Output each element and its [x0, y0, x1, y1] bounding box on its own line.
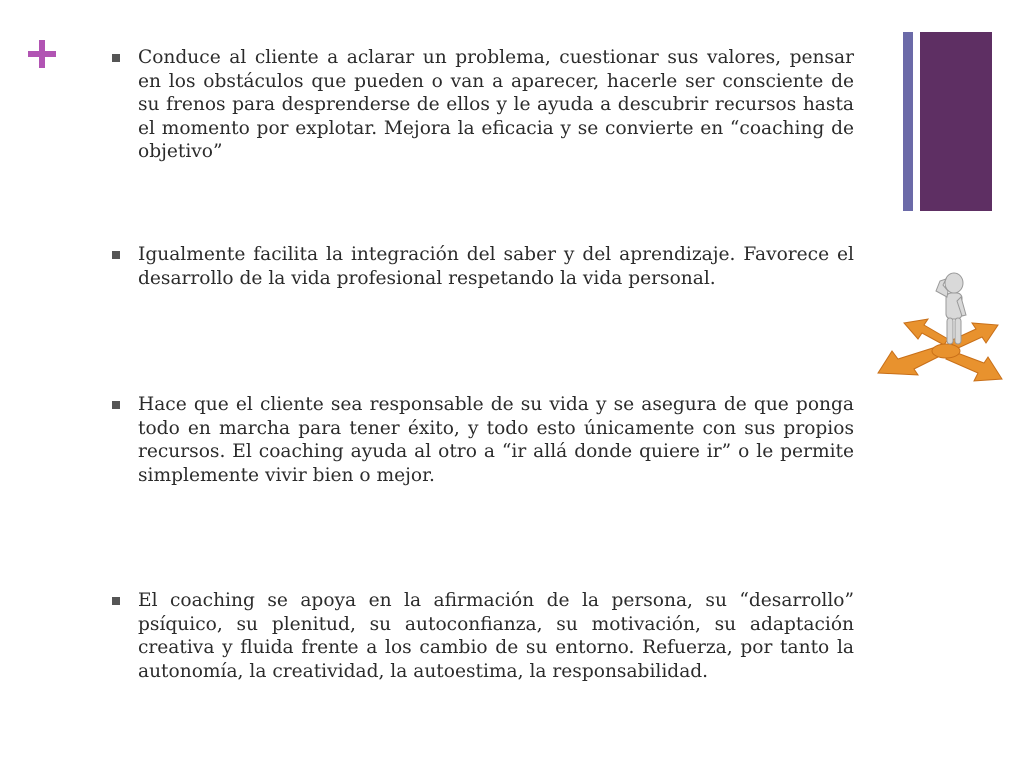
- square-bullet-icon: [112, 54, 120, 62]
- bullet-item: [112, 243, 854, 290]
- square-bullet-icon: [112, 401, 120, 409]
- thinking-person-crossroads-icon: [866, 263, 1024, 408]
- bullet-text: Hace que el cliente sea responsable de su vida y se asegura de que ponga todo en marcha para tener éxito, y todo esto únicamente con sus propios recursos. El coaching ayuda al otro a “ir allá donde quiere ir” o le permite simplemente vivir bien o mejor.: [138, 394, 854, 486]
- bullet-text: Igualmente facilita la integración del saber y del aprendizaje. Favorece el desarrollo de la vida profesional respetando la vida personal.: [138, 244, 854, 289]
- decorative-bar-thick: [920, 32, 992, 211]
- bullet-item: [112, 393, 854, 487]
- bullet-text: El coaching se apoya en la afirmación de la persona, su “desarrollo” psíquico, su plenitud, su autoconfianza, su motivación, su adaptación creativa y fluida frente a los cambio de su entorno. Refuerza, por tanto la autonomía, la creatividad, la autoestima, la responsabilidad.: [138, 590, 854, 682]
- bullet-item: [112, 589, 854, 683]
- plus-icon: [28, 40, 56, 68]
- square-bullet-icon: [112, 251, 120, 259]
- bullet-item: [112, 46, 854, 164]
- bullet-text: Conduce al cliente a aclarar un problema, cuestionar sus valores, pensar en los obstáculos que pueden o van a aparecer, hacerle ser consciente de su frenos para desprenderse de ellos y le ayuda a descubrir recursos hasta el momento por explotar. Mejora la eficacia y se convierte en “coaching de objetivo”: [138, 47, 854, 163]
- decorative-bar-thin: [903, 32, 913, 211]
- square-bullet-icon: [112, 597, 120, 605]
